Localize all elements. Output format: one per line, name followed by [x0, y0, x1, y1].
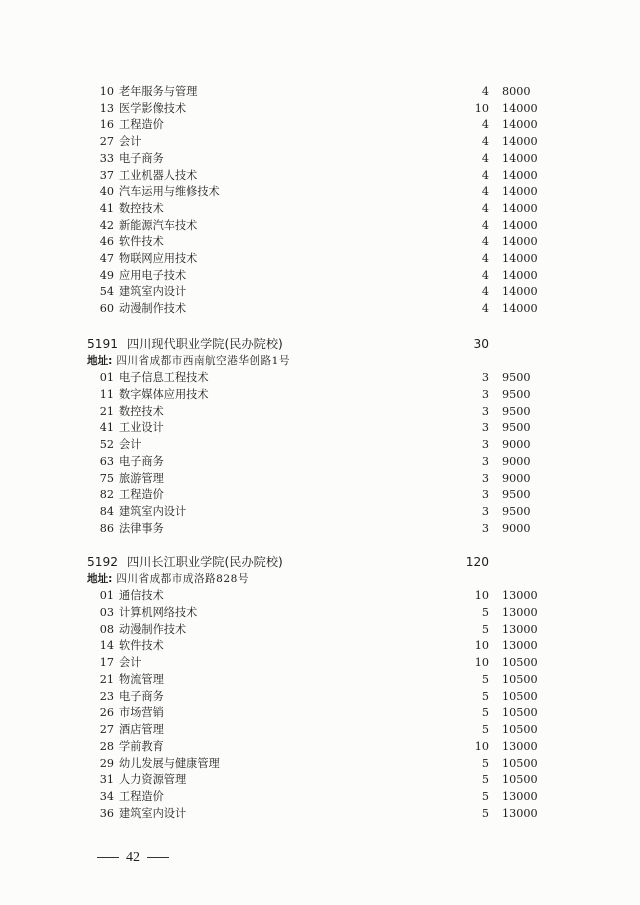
tuition-fee: 14000	[502, 118, 538, 132]
major-name: 工程造价	[119, 488, 164, 502]
tuition-fee: 9500	[502, 505, 531, 518]
major-row	[0, 486, 640, 503]
tuition-fee: 14000	[502, 268, 538, 282]
enrollment-count: 10	[474, 589, 489, 602]
major-row	[0, 300, 640, 317]
major-row	[0, 183, 640, 200]
tuition-fee: 14000	[502, 101, 538, 115]
enrollment-count: 4	[481, 135, 489, 149]
major-code: 41	[99, 421, 114, 435]
tuition-fee: 9000	[502, 521, 531, 535]
major-row	[0, 116, 640, 133]
major-row	[0, 83, 640, 100]
enrollment-count: 4	[481, 218, 489, 232]
major-code: 34	[99, 790, 114, 803]
major-code: 27	[99, 135, 114, 149]
enrollment-count: 3	[481, 454, 489, 468]
major-row	[0, 788, 640, 805]
address-label: 地址:	[87, 573, 113, 585]
address-label: 地址:	[87, 355, 113, 367]
major-name: 建筑室内设计	[119, 505, 187, 518]
tuition-fee: 9500	[502, 488, 531, 502]
tuition-fee: 10500	[502, 656, 538, 669]
tuition-fee: 14000	[502, 235, 538, 249]
major-name: 物联网应用技术	[119, 252, 198, 265]
enrollment-count: 5	[481, 605, 489, 619]
major-row	[0, 755, 640, 772]
major-row	[0, 621, 640, 638]
major-row	[0, 233, 640, 250]
school-code: 5191	[87, 337, 119, 351]
page-number: 42	[126, 850, 140, 865]
major-code: 21	[99, 404, 114, 418]
enrollment-count: 3	[481, 404, 489, 418]
major-code: 28	[99, 739, 114, 753]
school-address	[87, 571, 249, 587]
page-number-footer	[90, 848, 176, 868]
major-code: 10	[99, 85, 114, 98]
major-code: 86	[99, 521, 114, 535]
tuition-fee: 14000	[502, 185, 538, 199]
major-name: 电子商务	[119, 151, 164, 165]
tuition-fee: 14000	[502, 302, 538, 316]
enrollment-count: 3	[481, 488, 489, 502]
school-total: 120	[465, 555, 489, 569]
major-row	[0, 771, 640, 788]
major-code: 16	[99, 118, 114, 132]
enrollment-count: 5	[481, 773, 489, 787]
major-row	[0, 403, 640, 420]
major-code: 49	[99, 268, 114, 282]
major-row	[0, 604, 640, 621]
major-row	[0, 133, 640, 150]
tuition-fee: 13000	[502, 589, 538, 602]
major-row	[0, 453, 640, 470]
enrollment-count: 4	[481, 185, 489, 199]
major-code: 33	[99, 151, 114, 165]
major-code: 63	[99, 454, 114, 468]
enrollment-count: 5	[481, 790, 489, 803]
enrollment-count: 5	[481, 706, 489, 720]
major-code: 26	[99, 706, 114, 720]
tuition-fee: 9500	[502, 404, 531, 418]
enrollment-count: 5	[481, 756, 489, 770]
enrollment-count: 10	[474, 101, 489, 115]
major-name: 电子商务	[119, 689, 164, 703]
major-name: 会计	[119, 438, 142, 451]
major-code: 52	[99, 438, 114, 451]
footer-dash-left	[97, 857, 119, 858]
tuition-fee: 10500	[502, 706, 538, 720]
major-code: 41	[99, 201, 114, 215]
major-code: 40	[99, 185, 114, 199]
major-row	[0, 150, 640, 167]
tuition-fee: 9500	[502, 387, 531, 401]
tuition-fee: 10500	[502, 756, 538, 770]
tuition-fee: 9500	[502, 421, 531, 435]
major-code: 37	[99, 168, 114, 182]
major-code: 03	[99, 605, 114, 619]
tuition-fee: 14000	[502, 252, 538, 265]
major-row	[0, 283, 640, 300]
major-code: 42	[99, 218, 114, 232]
major-row	[0, 100, 640, 117]
major-row	[0, 200, 640, 217]
tuition-fee: 10500	[502, 723, 538, 736]
major-row	[0, 688, 640, 705]
major-row	[0, 805, 640, 822]
major-name: 工业机器人技术	[119, 168, 198, 182]
address-text: 四川省成都市西南航空港华创路1号	[116, 355, 290, 367]
major-row	[0, 386, 640, 403]
major-name: 医学影像技术	[119, 101, 187, 115]
enrollment-count: 3	[481, 471, 489, 485]
major-row	[0, 369, 640, 386]
major-name: 数字媒体应用技术	[119, 387, 209, 401]
major-name: 动漫制作技术	[119, 302, 187, 316]
major-name: 数控技术	[119, 201, 164, 215]
major-name: 人力资源管理	[119, 773, 187, 787]
tuition-fee: 9500	[502, 371, 531, 384]
enrollment-count: 10	[474, 656, 489, 669]
enrollment-count: 3	[481, 505, 489, 518]
enrollment-count: 5	[481, 723, 489, 736]
major-code: 27	[99, 723, 114, 736]
major-code: 82	[99, 488, 114, 502]
enrollment-count: 3	[481, 387, 489, 401]
major-name: 应用电子技术	[119, 268, 187, 282]
major-code: 08	[99, 622, 114, 636]
major-row	[0, 436, 640, 453]
enrollment-count: 4	[481, 85, 489, 98]
tuition-fee: 13000	[502, 605, 538, 619]
major-name: 电子商务	[119, 454, 164, 468]
major-name: 新能源汽车技术	[119, 218, 198, 232]
major-name: 工程造价	[119, 118, 164, 132]
major-row	[0, 671, 640, 688]
enrollment-count: 4	[481, 118, 489, 132]
major-name: 物流管理	[119, 672, 164, 686]
major-code: 14	[99, 639, 114, 653]
school-code: 5192	[87, 555, 119, 569]
school-total: 30	[473, 337, 489, 351]
major-row	[0, 470, 640, 487]
enrollment-count: 4	[481, 268, 489, 282]
enrollment-count: 4	[481, 252, 489, 265]
tuition-fee: 8000	[502, 85, 531, 98]
major-code: 13	[99, 101, 114, 115]
major-code: 11	[99, 387, 114, 401]
major-code: 23	[99, 689, 114, 703]
major-row	[0, 250, 640, 267]
school-name: 四川现代职业学院(民办院校)	[127, 337, 283, 351]
tuition-fee: 10500	[502, 672, 538, 686]
enrollment-count: 4	[481, 201, 489, 215]
tuition-fee: 14000	[502, 285, 538, 299]
major-name: 会计	[119, 656, 142, 669]
major-name: 酒店管理	[119, 723, 164, 736]
major-code: 01	[99, 589, 114, 602]
major-name: 通信技术	[119, 589, 164, 602]
major-row	[0, 721, 640, 738]
major-code: 75	[99, 471, 114, 485]
major-name: 软件技术	[119, 235, 164, 249]
major-row	[0, 587, 640, 604]
major-name: 会计	[119, 135, 142, 149]
tuition-fee: 9000	[502, 438, 531, 451]
enrollment-count: 5	[481, 689, 489, 703]
major-row	[0, 520, 640, 537]
major-name: 老年服务与管理	[119, 85, 198, 98]
tuition-fee: 13000	[502, 806, 538, 820]
major-code: 31	[99, 773, 114, 787]
enrollment-count: 5	[481, 622, 489, 636]
major-name: 学前教育	[119, 739, 164, 753]
school-name: 四川长江职业学院(民办院校)	[127, 555, 283, 569]
major-name: 汽车运用与维修技术	[119, 185, 220, 199]
major-name: 法律事务	[119, 521, 164, 535]
major-code: 36	[99, 806, 114, 820]
major-row	[0, 419, 640, 436]
tuition-fee: 14000	[502, 201, 538, 215]
enrollment-count: 3	[481, 371, 489, 384]
school-header	[0, 553, 640, 571]
address-text: 四川省成都市成洛路828号	[116, 573, 249, 585]
major-name: 软件技术	[119, 639, 164, 653]
major-row	[0, 704, 640, 721]
enrollment-count: 3	[481, 438, 489, 451]
tuition-fee: 13000	[502, 739, 538, 753]
major-code: 47	[99, 252, 114, 265]
major-name: 计算机网络技术	[119, 605, 198, 619]
tuition-fee: 13000	[502, 639, 538, 653]
tuition-fee: 14000	[502, 135, 538, 149]
tuition-fee: 9000	[502, 471, 531, 485]
enrollment-count: 5	[481, 806, 489, 820]
tuition-fee: 9000	[502, 454, 531, 468]
enrollment-count: 4	[481, 168, 489, 182]
enrollment-count: 5	[481, 672, 489, 686]
tuition-fee: 13000	[502, 790, 538, 803]
enrollment-count: 3	[481, 421, 489, 435]
major-name: 市场营销	[119, 706, 164, 720]
tuition-fee: 13000	[502, 622, 538, 636]
major-row	[0, 167, 640, 184]
enrollment-count: 4	[481, 285, 489, 299]
major-name: 数控技术	[119, 404, 164, 418]
enrollment-count: 10	[474, 739, 489, 753]
enrollment-count: 3	[481, 521, 489, 535]
major-row	[0, 217, 640, 234]
major-row	[0, 654, 640, 671]
major-code: 84	[99, 505, 114, 518]
tuition-fee: 10500	[502, 689, 538, 703]
major-name: 幼儿发展与健康管理	[119, 756, 220, 770]
tuition-fee: 10500	[502, 773, 538, 787]
major-name: 电子信息工程技术	[119, 371, 209, 384]
major-row	[0, 637, 640, 654]
major-code: 21	[99, 672, 114, 686]
school-address	[87, 353, 290, 369]
tuition-fee: 14000	[502, 218, 538, 232]
school-header	[0, 335, 640, 353]
tuition-fee: 14000	[502, 168, 538, 182]
major-row	[0, 738, 640, 755]
major-name: 旅游管理	[119, 471, 164, 485]
enrollment-count: 4	[481, 235, 489, 249]
major-code: 29	[99, 756, 114, 770]
major-code: 60	[99, 302, 114, 316]
major-code: 17	[99, 656, 114, 669]
tuition-fee: 14000	[502, 151, 538, 165]
major-name: 动漫制作技术	[119, 622, 187, 636]
major-row	[0, 503, 640, 520]
major-row	[0, 267, 640, 284]
enrollment-count: 4	[481, 151, 489, 165]
major-code: 46	[99, 235, 114, 249]
major-name: 建筑室内设计	[119, 285, 187, 299]
major-code: 01	[99, 371, 114, 384]
major-code: 54	[99, 285, 114, 299]
enrollment-count: 10	[474, 639, 489, 653]
enrollment-count: 4	[481, 302, 489, 316]
major-name: 建筑室内设计	[119, 806, 187, 820]
footer-dash-right	[147, 857, 169, 858]
major-name: 工业设计	[119, 421, 164, 435]
major-name: 工程造价	[119, 790, 164, 803]
